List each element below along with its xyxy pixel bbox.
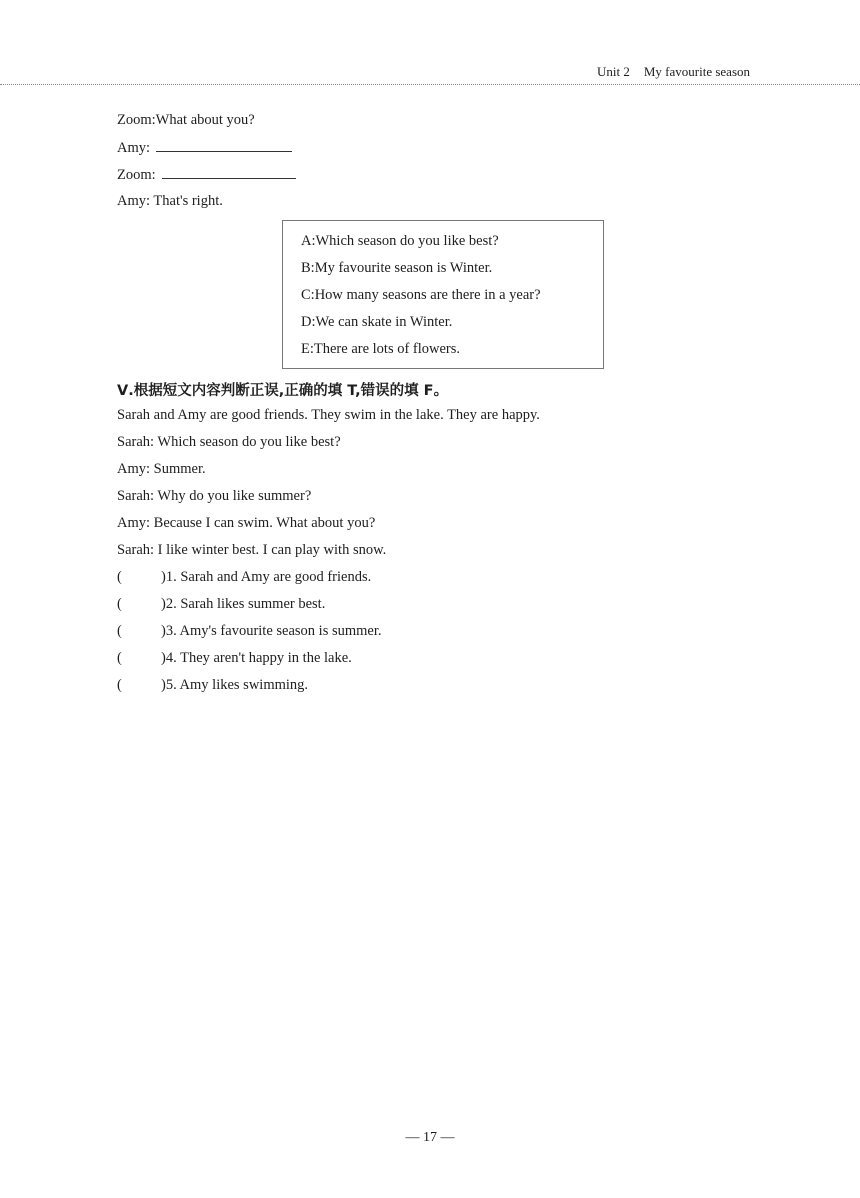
- option-d: D:We can skate in Winter.: [301, 314, 453, 330]
- passage-text: Because I can swim. What about you?: [153, 515, 376, 531]
- speaker: Amy: [117, 140, 146, 156]
- header-divider: [0, 84, 860, 85]
- answer-paren-open[interactable]: (: [117, 677, 122, 693]
- page-number: — 17 —: [405, 1130, 455, 1145]
- header-title: My favourite season: [643, 64, 751, 79]
- tf-question: ( )4. They aren't happy in the lake.: [117, 650, 352, 666]
- speaker: Amy: [117, 193, 146, 209]
- dialogue-line: Amy: That's right.: [117, 193, 223, 209]
- section-heading: Ⅴ.根据短文内容判断正误,正确的填 T,错误的填 F。: [117, 383, 449, 399]
- passage-text: Which season do you like best?: [157, 434, 341, 450]
- option-c: C:How many seasons are there in a year?: [301, 287, 541, 303]
- question-text: 3. Amy's favourite season is summer.: [165, 623, 382, 639]
- options-box: [282, 220, 604, 369]
- answer-blank[interactable]: [162, 166, 296, 179]
- dialogue-line: Zoom:: [117, 166, 296, 184]
- dialogue-text: That's right.: [153, 193, 223, 209]
- question-text: 2. Sarah likes summer best.: [165, 596, 326, 612]
- tf-question: ( )2. Sarah likes summer best.: [117, 596, 326, 612]
- tf-question: ( )1. Sarah and Amy are good friends.: [117, 569, 372, 585]
- answer-blank[interactable]: [156, 139, 292, 152]
- dialogue-line: Amy:: [117, 139, 292, 157]
- answer-paren-open[interactable]: (: [117, 623, 122, 639]
- dialogue-line: Zoom:What about you?: [117, 112, 255, 128]
- passage-text: Summer.: [153, 461, 206, 477]
- tf-question: ( )5. Amy likes swimming.: [117, 677, 309, 693]
- passage-line: Amy: Because I can swim. What about you?: [117, 515, 376, 531]
- speaker: Zoom: [117, 112, 152, 128]
- question-text: 5. Amy likes swimming.: [165, 677, 309, 693]
- passage-line: Sarah: Which season do you like best?: [117, 434, 341, 450]
- option-b: B:My favourite season is Winter.: [301, 260, 493, 276]
- speaker: Sarah: [117, 434, 151, 450]
- speaker: Sarah: [117, 488, 151, 504]
- speaker: Zoom: [117, 167, 152, 183]
- answer-paren-open[interactable]: (: [117, 650, 122, 666]
- option-e: E:There are lots of flowers.: [301, 341, 461, 357]
- header-unit: Unit 2: [597, 64, 630, 79]
- answer-paren-open[interactable]: (: [117, 569, 122, 585]
- tf-question: ( )3. Amy's favourite season is summer.: [117, 623, 382, 639]
- answer-paren-open[interactable]: (: [117, 596, 122, 612]
- question-text: 1. Sarah and Amy are good friends.: [165, 569, 372, 585]
- dialogue-text: What about you?: [155, 112, 255, 128]
- passage-line: Sarah: Why do you like summer?: [117, 488, 312, 504]
- question-text: 4. They aren't happy in the lake.: [165, 650, 352, 666]
- passage-text: Why do you like summer?: [157, 488, 312, 504]
- passage-intro: Sarah and Amy are good friends. They swim in the lake. They are happy.: [117, 407, 540, 423]
- passage-line: Amy: Summer.: [117, 461, 206, 477]
- speaker: Sarah: [117, 542, 151, 558]
- passage-line: Sarah: I like winter best. I can play with snow.: [117, 542, 387, 558]
- speaker: Amy: [117, 461, 146, 477]
- page-header: [597, 64, 750, 80]
- speaker: Amy: [117, 515, 146, 531]
- passage-text: I like winter best. I can play with snow.: [157, 542, 387, 558]
- option-a: A:Which season do you like best?: [301, 233, 499, 249]
